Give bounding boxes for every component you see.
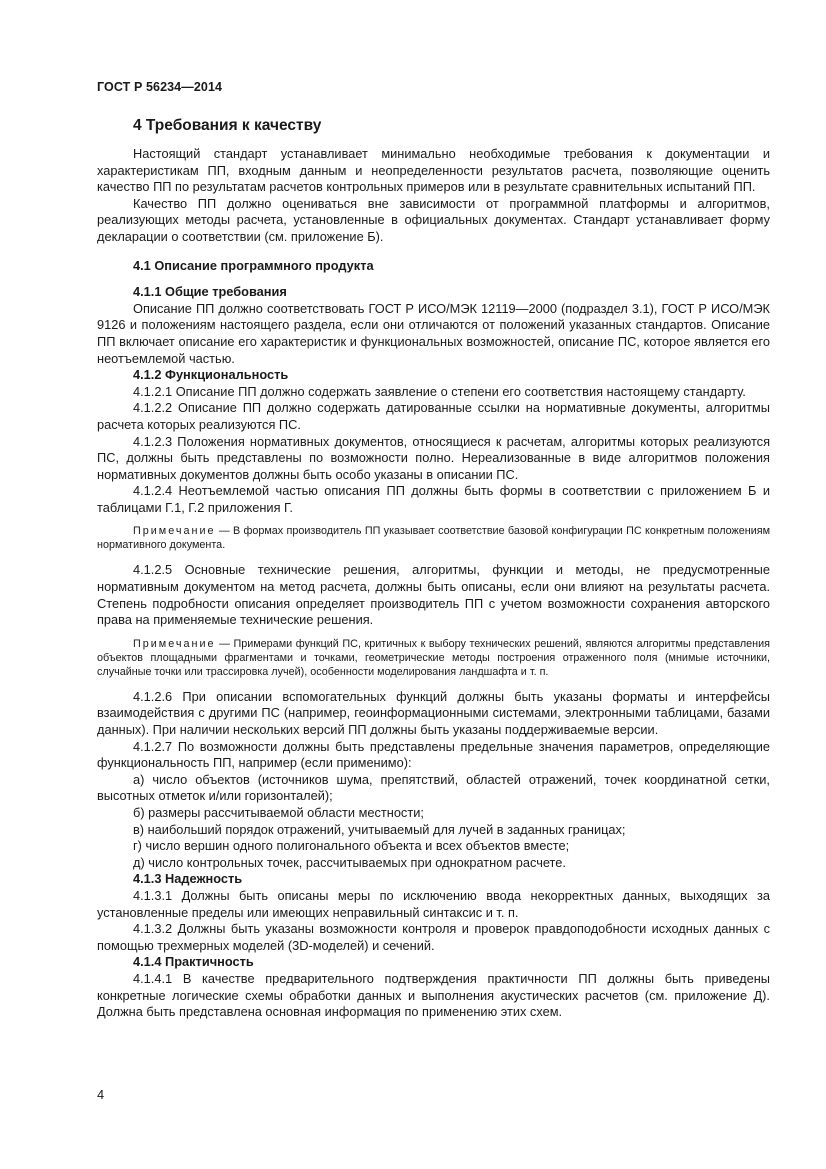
page-content [97,112,770,1021]
list-item: а) число объектов (источников шума, препятствий, областей отражений, точек координатной сетки, высотных отметок и/или горизонталей); [97,771,770,804]
paragraph-4-1-2-4: 4.1.2.4 Неотъемлемой частью описания ПП должны быть формы в соответствии с приложением Б и таблицами Г.1, Г.2 приложения Г. [97,483,770,515]
paragraph-4-1-2-3: 4.1.2.3 Положения нормативных документов, относящиеся к расчетам, алгоритмы которых реализуются ПС, должны быть представлены по возможности полно. Нереализованные в виде алгоритмов положения нормативных документов должны быть особо указаны в описании ПС. [97,433,770,482]
paragraph-4-1-3-2: 4.1.3.2 Должны быть указаны возможности контроля и проверок правдоподобности исходных данных с помощью трехмерных моделей (3D-моделей) и сечений. [97,921,770,953]
list-item: б) размеры рассчитываемой области местности; [133,805,424,820]
document-id: ГОСТ Р 56234—2014 [97,80,223,94]
paragraph-4-1-2-6: 4.1.2.6 При описании вспомогательных функций должны быть указаны форматы и интерфейсы взаимодействия с другими ПС (например, геоинформационными системами, электронными таблицами, базами данных). При наличии нескольких версий ПП должны быть указаны поддерживаемые версии. [97,688,770,738]
note-2 [97,637,770,679]
subsection-title-4-1-1: 4.1.1 Общие требования [133,284,287,300]
note-text: — В формах производитель ПП указывает соответствие базовой конфигурации ПС конкретным положениям нормативного документа. [97,525,770,552]
subsection-title-4-1-4: 4.1.4 Практичность [133,954,254,970]
paragraph-4-1-2-1: 4.1.2.1 Описание ПП должно содержать заявление о степени его соответствия настоящему стандарту. [133,383,746,399]
paragraph-4-1-2-2: 4.1.2.2 Описание ПП должно содержать датированные ссылки на нормативные документы, алгоритмы расчета которых реализуются ПС. [97,400,770,432]
intro-paragraph-2: Качество ПП должно оцениваться вне зависимости от программной платформы и алгоритмов, реализующих методы расчета, установленные в официальных документах. Стандарт устанавливает форму декларации о соответствии (см. приложение Б). [97,195,770,244]
paragraph-4-1-1: Описание ПП должно соответствовать ГОСТ Р ИСО/МЭК 12119—2000 (подраздел 3.1), ГОСТ Р ИСО/МЭК 9126 и положениям настоящего раздела, если они отличаются от положений указанных стандартов. Описание ПП включает описание его характеристик и функциональных возможностей, описание ПС, которое является его неотъемлемой частью. [97,300,770,366]
paragraph-4-1-2-5: 4.1.2.5 Основные технические решения, алгоритмы, функции и методы, не предусмотренные нормативным документом на метод расчета, должны быть описаны, если они влияют на результаты расчета. Степень подробности описания определяет производитель ПП с учетом возможности сохранения авторского права на применяемые технические решения. [97,562,770,628]
note-1 [97,524,770,552]
section-title: 4 Требования к качеству [133,117,322,134]
list-item: в) наибольший порядок отражений, учитываемый для лучей в заданных границах; [133,821,626,837]
note-label: Примечание [133,525,216,538]
list-item: г) число вершин одного полигонального объекта и всех объектов вместе; [133,838,570,854]
list-item: д) число контрольных точек, рассчитываемых при однократном расчете. [133,854,566,870]
page-number: 4 [97,1087,105,1102]
intro-paragraph-1: Настоящий стандарт устанавливает минимально необходимые требования к документации и характеристикам ПП, входным данным и неопределенности результатов расчета, позволяющие оценить качество ПП по результатам расчетов контрольных примеров или в результате сравнительных испытаний ПП. [97,146,770,195]
paragraph-4-1-3-1: 4.1.3.1 Должны быть описаны меры по исключению ввода некорректных данных, выходящих за установленные пределы или имеющих неправильный синтаксис и т. п. [97,887,770,920]
paragraph-4-1-2-7: 4.1.2.7 По возможности должны быть представлены предельные значения параметров, определяющие функциональность ПП, например (если применимо): [97,738,770,771]
subsection-title-4-1-3: 4.1.3 Надежность [133,871,243,887]
subsection-title-4-1-2: 4.1.2 Функциональность [133,367,289,383]
subsection-title-4-1: 4.1 Описание программного продукта [133,257,374,273]
note-text: — Примерами функций ПС, критичных к выбору технических решений, являются алгоритмы представления объектов площадными фрагментами и точками, геометрические методы построения отраженного поля (мнимые источники, случайные точки или трассировка лучей), особенности моделирования ландшафта и т. п. [97,637,770,678]
paragraph-4-1-4-1: 4.1.4.1 В качестве предварительного подтверждения практичности ПП должны быть приведены конкретные логические схемы обработки данных и выполнения акустических расчетов (см. приложение Д). Должна быть представлена основная информация по применению этих схем. [97,970,770,1020]
note-label: Примечание [133,637,216,650]
